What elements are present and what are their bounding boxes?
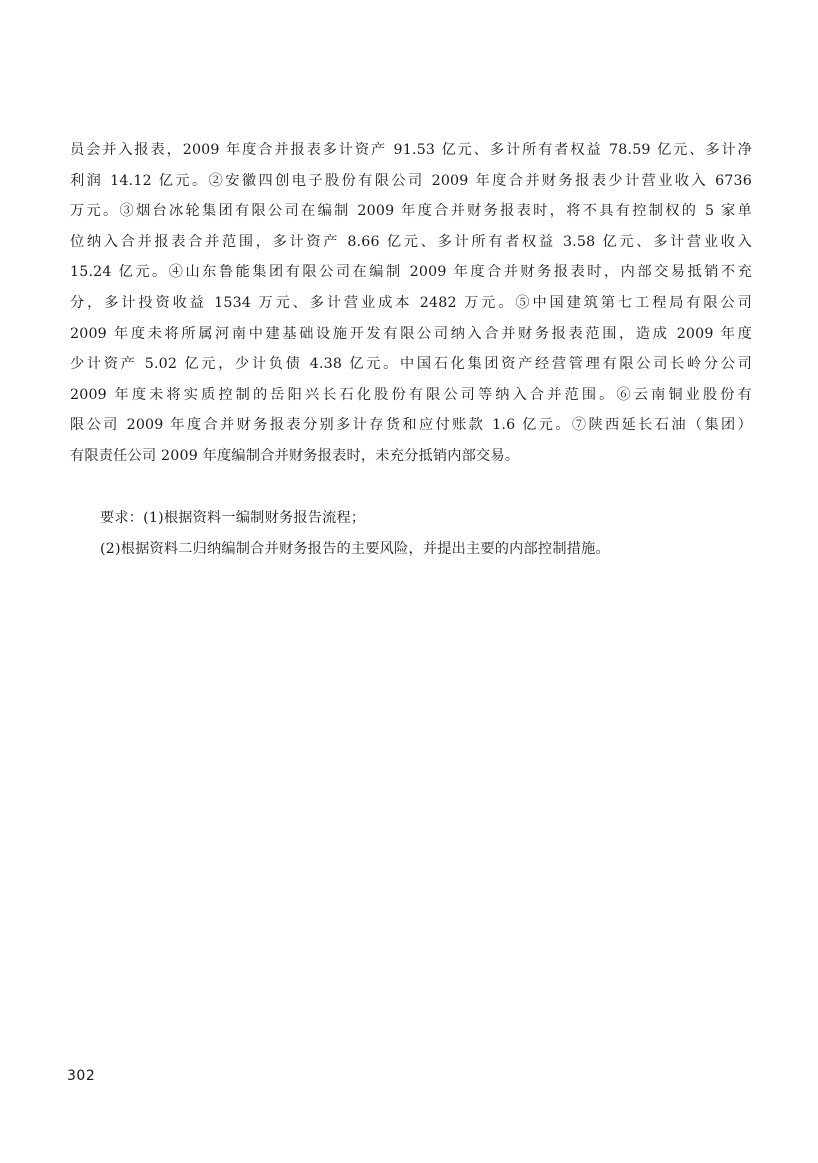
requirement-2: (2)根据资料二归纳编制合并财务报告的主要风险，并提出主要的内部控制措施。	[100, 541, 610, 557]
paragraph-line-4: 位纳入合并报表合并范围，多计资产 8.66 亿元、多计所有者权益 3.58 亿元、多计营业收入	[70, 233, 752, 250]
body-paragraph	[70, 135, 752, 472]
requirements-section	[70, 503, 752, 565]
paragraph-line-3: 万元。③烟台冰轮集团有限公司在编制 2009 年度合并财务报表时，将不具有控制权的 5 家单	[70, 203, 752, 220]
requirement-1: 要求：(1)根据资料一编制财务报告流程；	[100, 510, 366, 526]
paragraph-line-5: 15.24 亿元。④山东鲁能集团有限公司在编制 2009 年度合并财务报表时，内部交易抵销不充	[70, 264, 752, 281]
paragraph-line-11: 有限责任公司 2009 年度编制合并财务报表时，未充分抵销内部交易。	[70, 447, 520, 464]
paragraph-line-9: 2009 年度未将实质控制的岳阳兴长石化股份有限公司等纳入合并范围。⑥云南铜业股份有	[70, 386, 752, 403]
paragraph-line-2: 利润 14.12 亿元。②安徽四创电子股份有限公司 2009 年度合并财务报表少计营业收入 6736	[70, 172, 752, 189]
paragraph-line-10: 限公司 2009 年度合并财务报表分别多计存货和应付账款 1.6 亿元。⑦陕西延长石油（集团）	[70, 417, 752, 434]
paragraph-line-6: 分，多计投资收益 1534 万元、多计营业成本 2482 万元。⑤中国建筑第七工程局有限公司	[70, 294, 752, 311]
paragraph-line-1: 员会并入报表，2009 年度合并报表多计资产 91.53 亿元、多计所有者权益 78.59 亿元、多计净	[70, 142, 752, 158]
paragraph-line-7: 2009 年度未将所属河南中建基础设施开发有限公司纳入合并财务报表范围，造成 2009 年度	[70, 325, 752, 342]
page-number: 302	[67, 1068, 96, 1084]
paragraph-line-8: 少计资产 5.02 亿元，少计负债 4.38 亿元。中国石化集团资产经营管理有限公司长岭分公司	[70, 356, 752, 373]
